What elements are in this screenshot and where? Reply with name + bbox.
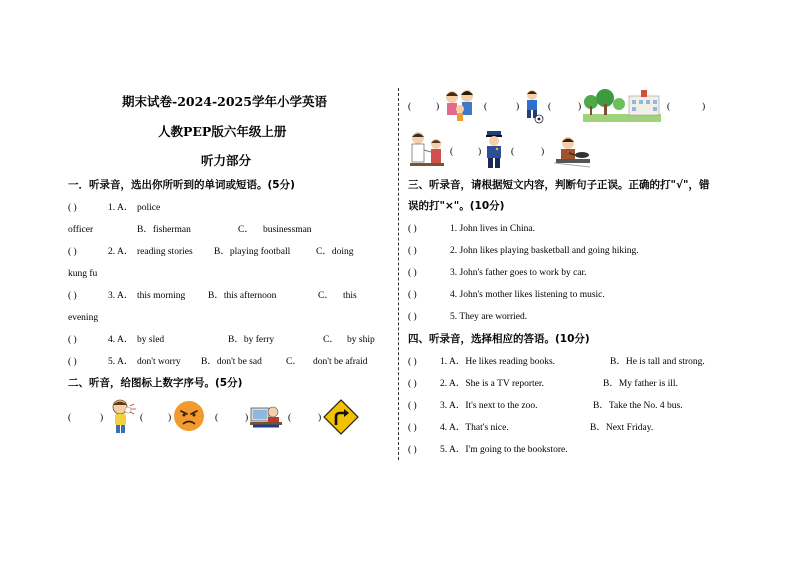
statement: 4. John's mother likes listening to music. [450,290,605,300]
paren-close: ) [516,102,520,112]
statement: 5. They are worried. [450,312,528,322]
sneezing-boy-icon [104,398,138,434]
option-b: B．by ferry [228,335,275,345]
column-divider [398,88,399,460]
question-number: 2. A． [108,247,134,257]
option-c: C．doing [316,247,354,257]
option-a: 2. A．She is a TV reporter. [440,379,544,389]
angry-face-icon [173,400,205,432]
answer-blank[interactable]: ( ) [408,312,417,322]
option-c: by ship [347,335,375,345]
turn-right-sign-icon [322,398,360,436]
option-b: B．playing football [214,247,291,257]
boy-football-icon [520,88,544,124]
statement: 3. John's father goes to work by car. [450,268,587,278]
answer-blank[interactable]: ( ) [408,379,417,389]
paren-open: ( [288,413,292,423]
option-a: by sled [137,335,165,345]
section3-heading: 三、听录音，请根据短文内容，判断句子正误。正确的打"√"，错 [408,179,710,191]
option-c-cont: evening [68,313,99,323]
answer-blank[interactable]: ( ) [68,357,77,367]
answer-blank[interactable]: ( ) [68,291,77,301]
option-a: 1. A．He likes reading books. [440,357,556,367]
paren-close: ) [436,102,440,112]
option-b: B．fisherman [137,225,191,235]
option-b: B．this afternoon [208,291,277,301]
question-number: 4. A． [108,335,134,345]
option-c-label: C． [238,225,254,235]
paren-close: ) [578,102,582,112]
option-a: don't worry [137,357,181,367]
paren-close: ) [245,413,249,423]
option-a: reading stories [137,247,193,257]
paren-open: ( [511,147,515,157]
paren-close: ) [541,147,545,157]
option-a: 4. A．That's nice. [440,423,509,433]
option-b: B．Take the No. 4 bus. [593,401,683,411]
paren-open: ( [408,102,412,112]
tired-worker-icon [249,400,283,432]
doctor-patient-icon [408,130,446,170]
answer-blank[interactable]: ( ) [68,335,77,345]
answer-blank[interactable]: ( ) [408,290,417,300]
paren-close: ) [168,413,172,423]
section3-heading-cont: 误的打"×"。(10分) [408,200,505,212]
paren-close: ) [702,102,706,112]
answer-blank[interactable]: ( ) [408,423,417,433]
police-officer-icon [482,130,506,170]
paren-open: ( [548,102,552,112]
paren-open: ( [68,413,72,423]
option-b: B．He is tall and strong. [610,357,705,367]
section4-heading: 四、听录音，选择相应的答语。(10分) [408,333,590,345]
paren-open: ( [484,102,488,112]
answer-blank[interactable]: ( ) [408,357,417,367]
paren-close: ) [100,413,104,423]
page-subtitle: 人教PEP版六年级上册 [158,124,287,139]
statement: 1. John lives in China. [450,224,535,234]
answer-blank[interactable]: ( ) [408,224,417,234]
option-c-label: C． [286,357,302,367]
cook-icon [552,133,592,169]
paren-open: ( [215,413,219,423]
question-number: 1. A． [108,203,134,213]
option-a: this morning [137,291,186,301]
option-c-label: C． [318,291,334,301]
park-school-icon [583,88,661,122]
section-title: 听力部分 [201,153,252,168]
option-b: B．don't be sad [201,357,262,367]
statement: 2. John likes playing basketball and going hiking. [450,246,639,256]
option-c: businessman [263,225,312,235]
option-a: police [137,203,161,213]
option-b: B．My father is ill. [603,379,678,389]
option-a: 5. A．I'm going to the bookstore. [440,445,568,455]
answer-blank[interactable]: ( ) [408,268,417,278]
answer-blank[interactable]: ( ) [68,247,77,257]
page-title: 期末试卷-2024-2025学年小学英语 [122,94,327,109]
answer-blank[interactable]: ( ) [408,246,417,256]
paren-close: ) [478,147,482,157]
section1-heading: 一．听录音，选出你所听到的单词或短语。(5分) [68,179,295,191]
option-c-cont: kung fu [68,269,98,279]
paren-open: ( [140,413,144,423]
paren-close: ) [318,413,322,423]
option-c: don't be afraid [313,357,368,367]
answer-blank[interactable]: ( ) [68,203,77,213]
option-c: this [343,291,357,301]
paren-open: ( [450,147,454,157]
section2-heading: 二、听音，给图标上数字序号。(5分) [68,377,243,389]
answer-blank[interactable]: ( ) [408,445,417,455]
paren-open: ( [667,102,671,112]
answer-blank[interactable]: ( ) [408,401,417,411]
question-number: 3. A． [108,291,134,301]
option-c-label: C． [323,335,339,345]
family-icon [441,88,479,124]
option-a-cont: officer [68,225,94,235]
option-a: 3. A．It's next to the zoo. [440,401,538,411]
question-number: 5. A． [108,357,134,367]
option-b: B．Next Friday. [590,423,654,433]
